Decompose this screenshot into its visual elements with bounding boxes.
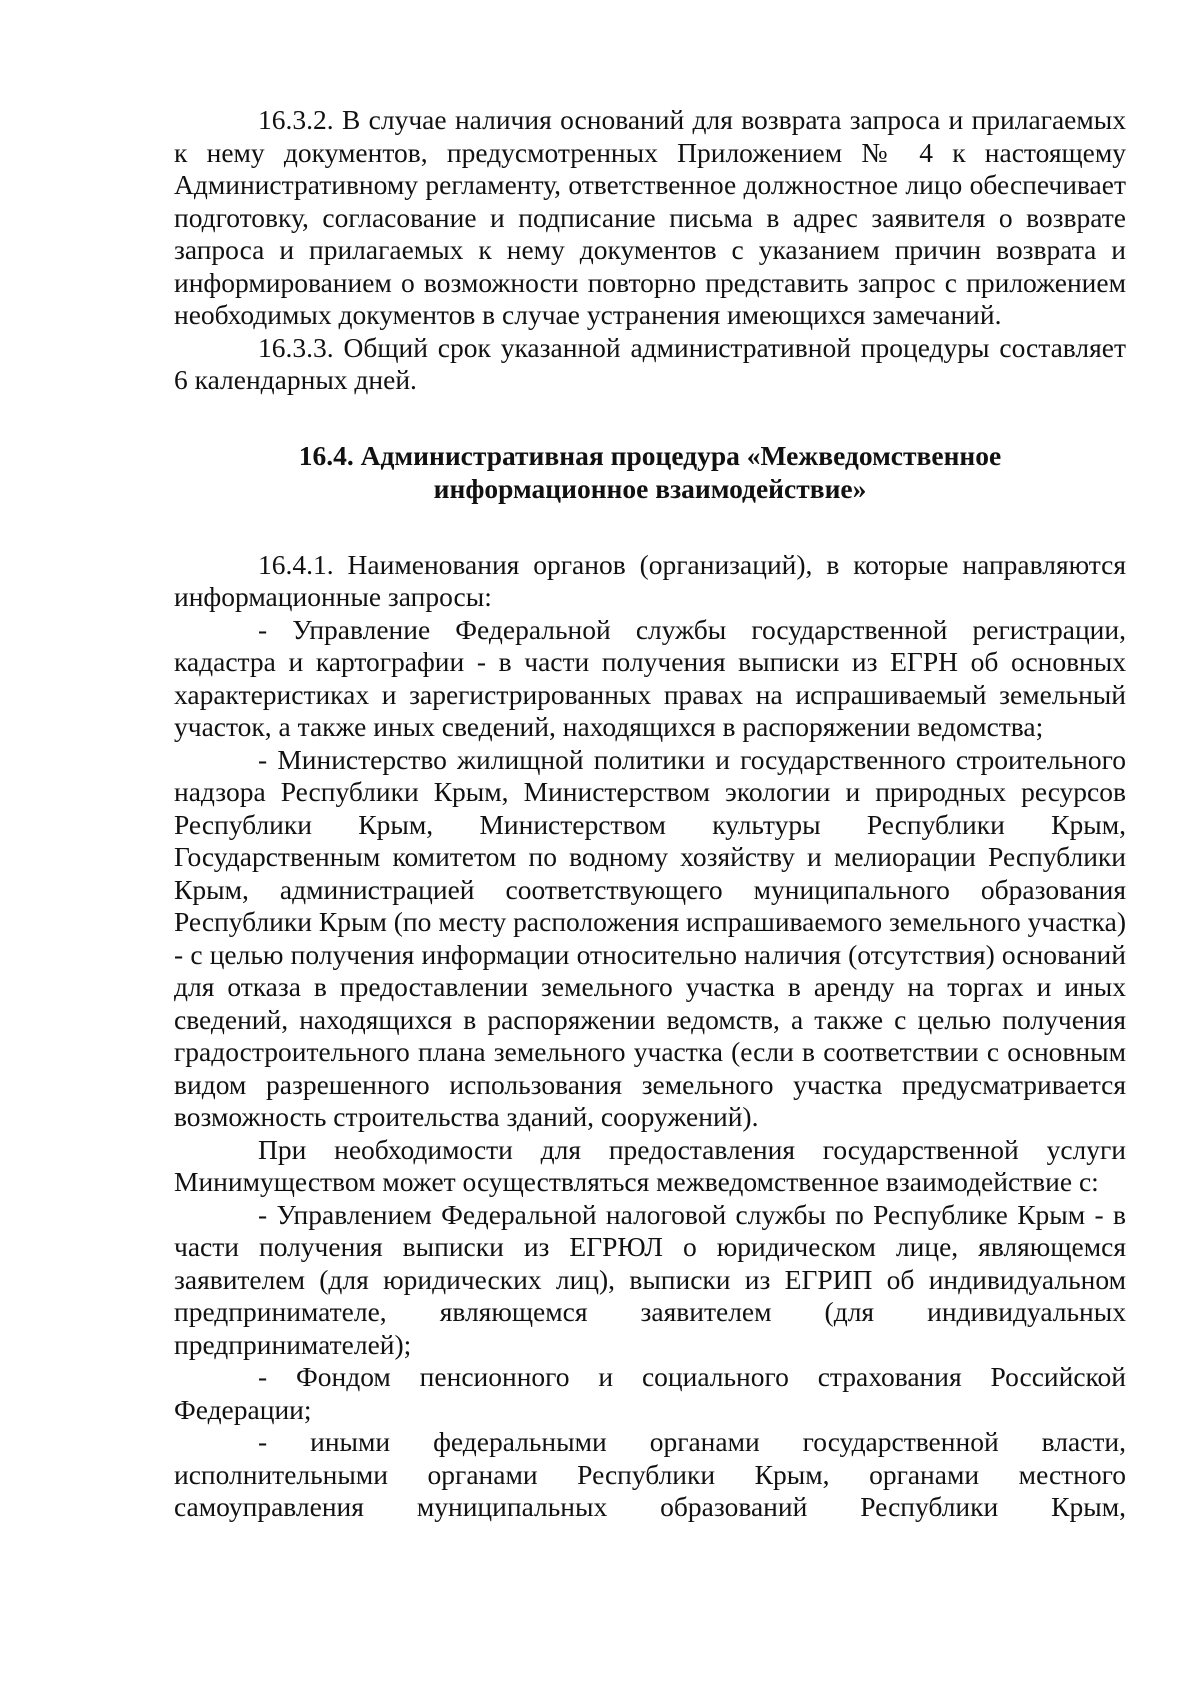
paragraph-16-3-2: 16.3.2. В случае наличия оснований для возврата запроса и прилагаемых к нему документов, предусмотренных Приложением № 4 к настоящему Административному регламенту, ответственное должностное лицо обеспечивает подготовку, согласование и подписание письма в адрес заявителя о возврате запроса и прилагаемых к нему документов с указанием причин возврата и информированием о возможности повторно представить запрос с приложением необходимых документов в случае устранения имеющихся замечаний. [174, 104, 1126, 330]
list-item-other-bodies: - иными федеральными органами государственной власти, исполнительными органами Республики Крым, органами местного самоуправления муниципальных образований Республики Крым, [174, 1426, 1126, 1522]
list-item-tax-service: - Управлением Федеральной налоговой службы по Республике Крым - в части получения выписки из ЕГРЮЛ о юридическом лице, являющемся заявителем (для юридических лиц), выписки из ЕГРИП об индивидуальном предпринимателе, являющемся заявителем (для индивидуальных предпринимателей); [174, 1198, 1126, 1360]
section-heading-16-4 [174, 439, 1126, 505]
list-item-ministries: - Министерство жилищной политики и государственного строительного надзора Республики Крым, Министерством экологии и природных ресурсов Республики Крым, Министерством культуры Республики Крым, Государственным комитетом по водному хозяйству и мелиорации Республики Крым, администрацией соответствующего муниципального образования Республики Крым (по месту расположения испрашиваемого земельного участка) - с целью получения информации относительно наличия (отсутствия) оснований для отказа в предоставлении земельного участка в аренду на торгах и иных сведений, находящихся в распоряжении ведомств, а также с целью получения градостроительного плана земельного участка (если в соответствии с основным видом разрешенного использования земельного участка предусматривается возможность строительства зданий, сооружений). [174, 743, 1126, 1132]
list-item-pension-fund: - Фондом пенсионного и социального страхования Российской Федерации; [174, 1361, 1126, 1425]
heading-line-1: 16.4. Административная процедура «Межведомственное [298, 439, 1002, 471]
list-item-rosreestr: - Управление Федеральной службы государственной регистрации, кадастра и картографии - в части получения выписки из ЕГРН об основных характеристиках и зарегистрированных правах на испрашиваемый земельный участок, а также иных сведений, находящихся в распоряжении ведомства; [174, 613, 1126, 742]
paragraph-interagency: При необходимости для предоставления государственной услуги Минимуществом может осуществляться межведомственное взаимодействие с: [174, 1133, 1126, 1197]
document-page [174, 104, 1126, 1524]
heading-line-2: информационное взаимодействие» [433, 472, 867, 504]
paragraph-16-4-1: 16.4.1. Наименования органов (организаций), в которые направляются информационные запросы: [174, 548, 1126, 612]
paragraph-16-3-3: 16.3.3. Общий срок указанной административной процедуры составляет 6 календарных дней. [174, 331, 1126, 395]
